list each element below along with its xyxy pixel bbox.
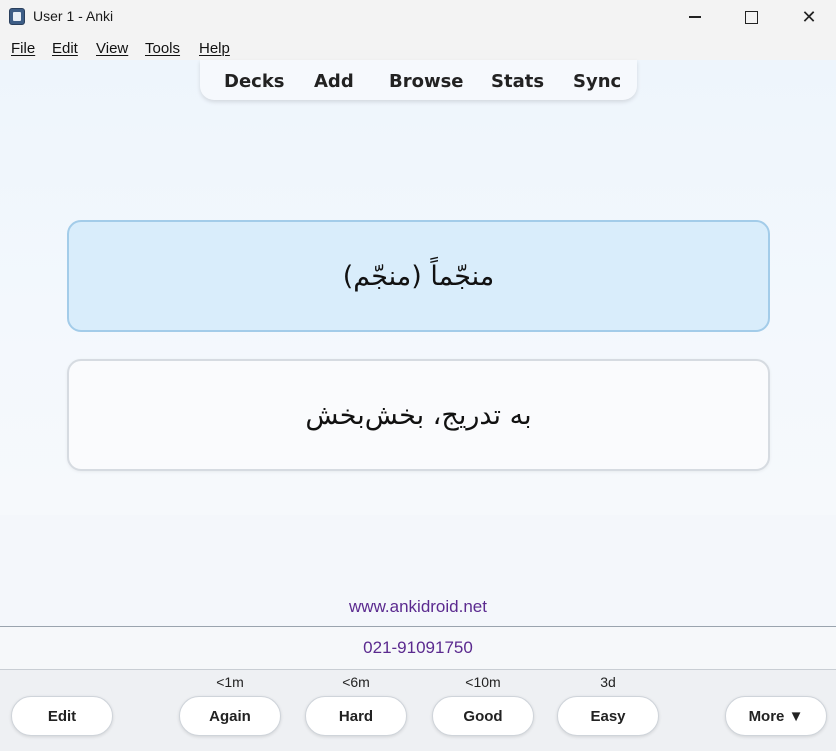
- good-interval: <10m: [465, 674, 501, 690]
- hard-interval: <6m: [342, 674, 370, 690]
- card-front: [67, 220, 770, 332]
- easy-interval: 3d: [600, 674, 616, 690]
- review-area: [0, 60, 836, 515]
- answer-bar: [0, 669, 836, 751]
- anki-app-icon: [9, 8, 25, 25]
- menu-bar: [0, 34, 836, 60]
- close-icon: ✕: [801, 6, 817, 28]
- toolbar-stats[interactable]: Stats: [491, 71, 545, 92]
- good-button[interactable]: Good: [432, 696, 534, 736]
- again-button[interactable]: Again: [179, 696, 281, 736]
- close-button[interactable]: [786, 0, 832, 34]
- menu-help[interactable]: Help: [199, 40, 230, 57]
- menu-file[interactable]: File: [11, 40, 36, 57]
- toolbar-decks[interactable]: Decks: [224, 71, 285, 92]
- toolbar-sync[interactable]: Sync: [573, 71, 622, 92]
- top-toolbar: [200, 60, 637, 100]
- window-title: User 1 - Anki: [33, 8, 114, 24]
- maximize-button[interactable]: [728, 0, 774, 34]
- again-interval: <1m: [216, 674, 244, 690]
- menu-edit[interactable]: Edit: [52, 40, 78, 57]
- card-back: [67, 359, 770, 471]
- hard-button[interactable]: Hard: [305, 696, 407, 736]
- toolbar-add[interactable]: Add: [314, 71, 354, 92]
- website-link[interactable]: www.ankidroid.net: [349, 597, 487, 616]
- edit-button[interactable]: Edit: [11, 696, 113, 736]
- menu-view[interactable]: View: [96, 40, 129, 57]
- toolbar-browse[interactable]: Browse: [389, 71, 464, 92]
- maximize-icon: [745, 11, 758, 24]
- more-button[interactable]: More ▼: [725, 696, 827, 736]
- minimize-icon: [689, 16, 701, 18]
- card-front-text: منجّماً (منجّم): [342, 260, 495, 292]
- easy-button[interactable]: Easy: [557, 696, 659, 736]
- minimize-button[interactable]: [672, 0, 718, 34]
- menu-tools[interactable]: Tools: [145, 40, 181, 57]
- title-bar: [0, 0, 836, 34]
- phone-link[interactable]: 021-91091750: [363, 638, 473, 657]
- card-back-text: به تدریج، بخش‌بخش: [305, 399, 532, 431]
